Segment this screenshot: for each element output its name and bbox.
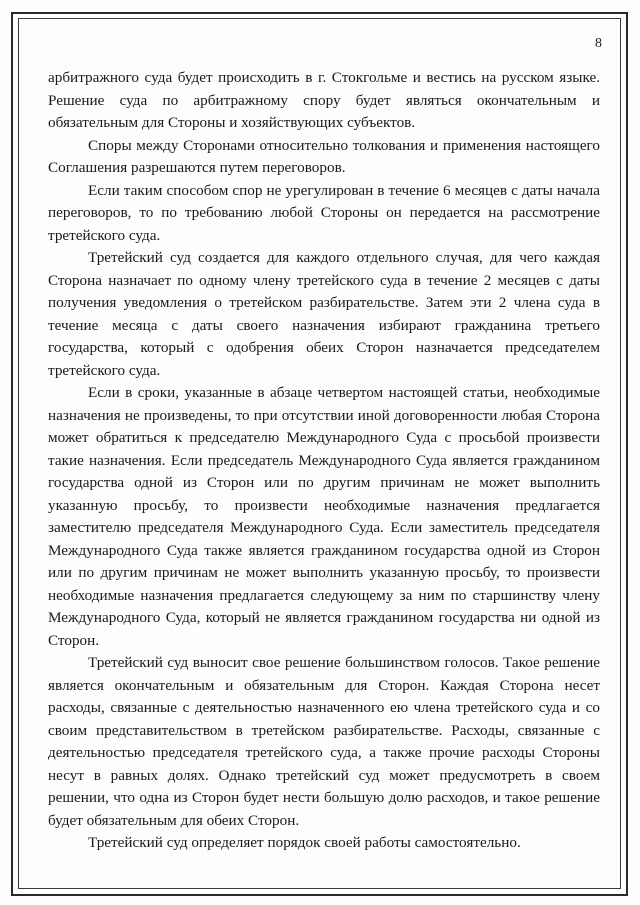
paragraph-decision-costs: Третейский суд выносит свое решение большинством голосов. Такое решение является окончательным и обязательным для Сторон. Каждая Сторона несет расходы, связанные с деятельностью назначенного ею члена третейского суда и со своим представительством в третейском разбирательстве. Расходы, связанные с деятельностью председателя третейского суда, а также прочие расходы Стороны несут в равных долях. Однако третейский суд может предусмотреть в своем решении, что одна из Сторон будет нести большую долю расходов, и такое решение будет обязательным для обеих Сторон. [48,654,600,829]
document-text [48,67,600,855]
paragraph-tribunal-formation: Третейский суд создается для каждого отдельного случая, для чего каждая Сторона назначает по одному члену третейского суда в течение 2 месяцев с даты получения уведомления о третейском разбирательстве. Затем эти 2 члена суда в течение месяца с даты своего назначения избирают гражданина третьего государства, который с одобрения обеих Сторон назначается председателем третейского суда. [48,249,600,379]
paragraph-negotiations: Споры между Сторонами относительно толкования и применения настоящего Соглашения разрешаются путем переговоров. [48,136,600,176]
page-number: 8 [595,36,602,51]
paragraph-international-court: Если в сроки, указанные в абзаце четвертом настоящей статьи, необходимые назначения не произведены, то при отсутствии иной договоренности любая Сторона может обратиться к председателю Международного Суда с просьбой произвести такие назначения. Если председатель Международного Суда является гражданином государства одной из Сторон или по другим причинам не может выполнить указанную просьбу, то произвести необходимые назначения предлагается заместителю председателя Международного Суда. Если заместитель председателя Международного Суда также является гражданином государства одной из Сторон или по другим причинам не может выполнить указанную просьбу, то произвести необходимые назначения предлагается следующему за ним по старшинству члену Международного Суда, который не является гражданином государства ни одной из Сторон. [48,384,600,649]
paragraph-continuation: арбитражного суда будет происходить в г. Стокгольме и вестись на русском языке. Решение суда по арбитражному спору будет являться окончательным и обязательным для Стороны и хозяйствующих субъектов. [48,69,600,131]
paragraph-arbitration-referral: Если таким способом спор не урегулирован в течение 6 месяцев с даты начала переговоров, то по требованию любой Стороны он передается на рассмотрение третейского суда. [48,181,600,244]
paragraph-procedure: Третейский суд определяет порядок своей работы самостоятельно. [88,834,521,851]
